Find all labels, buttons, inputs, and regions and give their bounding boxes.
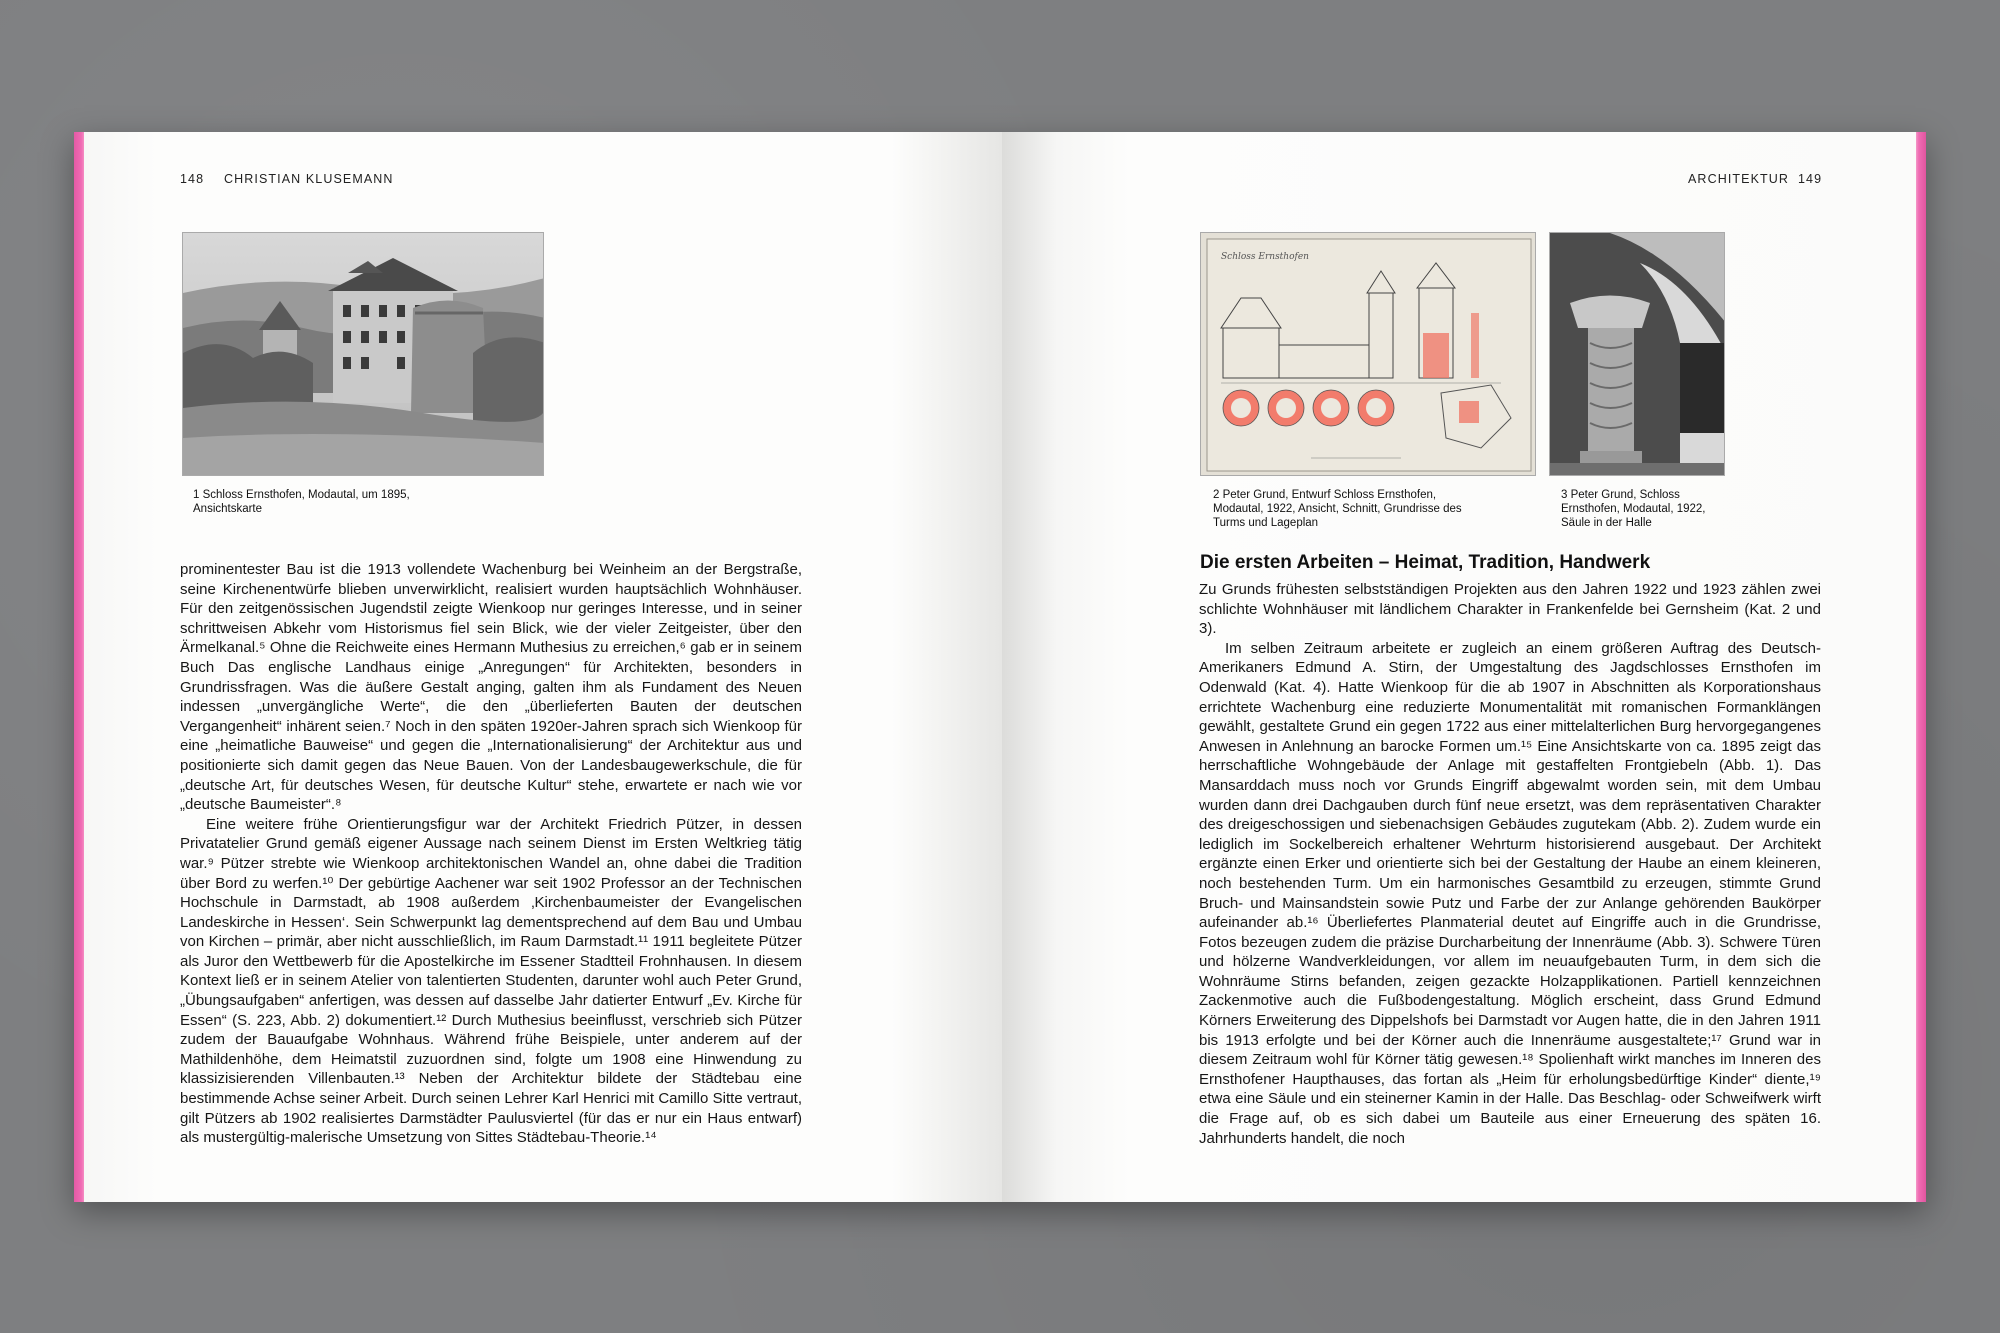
right-paragraph-1: Zu Grunds frühesten selbstständigen Projekten aus den Jahren 1922 und 1923 zählen zwei schlichte Wohnhäuser mit ländlichem Charakter in Frankenfelde bei Gernsheim (Kat. 2 und 3). <box>1199 581 1821 638</box>
figure-2-caption: 2 Peter Grund, Entwurf Schloss Ernsthofen, Modautal, 1922, Ansicht, Schnitt, Grundrisse des Turms und Lageplan <box>1213 489 1462 529</box>
right-folio: 149 <box>1798 172 1823 186</box>
figure-3-photo <box>1549 232 1725 476</box>
left-folio: 148 <box>180 172 205 186</box>
column-photo-graphic <box>1550 233 1725 476</box>
section-heading: Die ersten Arbeiten – Heimat, Tradition, Handwerk <box>1200 552 1651 573</box>
right-paragraph-2: Im selben Zeitraum arbeitete er zugleich an einem größeren Auftrag des Deutsch-Amerikaners Edmund A. Stirn, der Umgestaltung des Jagdschlosses Ernsthofen im Odenwald (Kat. 4). Hatte Wienkoop für die ab 1907 in Abschnitten als Korporationshaus errichtete Wachenburg eine reduzierte Monumentalität mit romanischen Formanklängen gewählt, gestaltete Grund ein gegen 1722 aus einer mittelalterlichen Burg hervorgegangenes Anwesen in Anlehnung an barocke Formen um.¹⁵ Eine Ansichtskarte von ca. 1895 zeigt das herrschaftliche Wohngebäude der Anlage mit gestaffelten Frontgiebeln (Abb. 1). Das Mansarddach muss noch vor Grunds Eingriff abgewalmt worden sein, mit dem Umbau wurden dann drei Dachgauben durch fünf neue ersetzt, was dem repräsentativen Charakter des dreigeschossigen und siebenachsigen Gebäudes zugutekam (Abb. 2). Zudem wurde ein lediglich im Sockelbereich erhaltener Wehrturm historisierend ausgebaut. Der Architekt ergänzte einen Erker und orientierte sich bei der Gestaltung der Haube an einem kleineren, noch bestehenden Turm. Um ein harmonisches Gesamtbild zu erzeugen, stimmte Grund Bruch- und Mainsandstein sowie Putz und Farbe der zur Anlange gehörenden Baukörper aufeinander ab.¹⁶ Überliefertes Planmaterial deutet auf Eingriffe auch in die Grundrisse, Fotos bezeugen zudem die präzise Durcharbeitung der Innenräume (Abb. 3). Schwere Türen und hölzerne Wandverkleidungen, vor allem im neuaufgebauten Turm, in dem sich die Wohnräume Stirns befanden, zeigen gezackte Holzapplikationen. Partiell kennzeichnen Zackenmotive auch die Fußbodengestaltung. Möglich erscheint, dass Grund Edmund Körners Erweiterung des Dippelshofs bei Darmstadt vor Augen hatte, die in den Jahren 1911 bis 1913 erfolgte und bei der Körner auch die Innenräume ausgestaltete;¹⁷ Grund war in diesem Zeitraum wohl für Körner tätig gewesen.¹⁸ Spolienhaft wirkt manches im Inneren des Ernsthofener Haupthauses, das fortan als „Heim für erholungsbedürftige Kinder“ diente,¹⁹ etwa eine Säule und ein steinerner Kamin in der Halle. Das Beschlag- oder Schweifwerk wirft die Frage auf, ob es sich dabei um Bauteile aus einer Erneuerung des späten 16. Jahrhunderts handelt, die noch <box>1199 639 1821 1147</box>
drawing-title: Schloss Ernsthofen <box>1221 252 1309 262</box>
right-body-text <box>1199 580 1821 1148</box>
left-body-text <box>180 560 802 1148</box>
figure-1-caption: 1 Schloss Ernsthofen, Modautal, um 1895, Ansichtskarte <box>193 489 410 515</box>
figure-3-caption: 3 Peter Grund, Schloss Ernsthofen, Modautal, 1922, Säule in der Halle <box>1561 489 1706 529</box>
right-running-head: ARCHITEKTUR <box>1688 172 1789 186</box>
left-paragraph-1: prominentester Bau ist die 1913 vollendete Wachenburg bei Weinheim an der Bergstraße, seine Kirchenentwürfe blieben unverwirklicht, realisiert wurden hauptsächlich Wohnhäuser. Für den zeitgenössischen Jugendstil zeigte Wienkoop nur geringes Interesse, und in seiner schrittweisen Abkehr vom Historismus fiel sein Blick, wie der vieler Zeitgeister, über den Ärmelkanal.⁵ Ohne die Reichweite eines Hermann Muthesius zu erreichen,⁶ gab er in seinem Buch Das englische Landhaus einige „Anregungen“ für Architekten, besonders in Grundrissfragen. Was die äußere Gestalt anging, galten ihm als Fundament des Neuen indessen „unvergängliche Werte“, die den „überlieferten Bauten der deutschen Vergangenheit“ inhärent seien.⁷ Noch in den späten 1920er-Jahren sprach sich Wienkoop für eine „heimatliche Bauweise“ und gegen die „Internationalisierung“ der Architektur aus und positionierte sich damit gegen das Neue Bauen. Von der Landesbaugewerkschule, die für „deutsche Art, für deutsches Wesen, für deutsche Kultur“ stehe, erwartete er nach wie vor „deutsche Baumeister“.⁸ <box>180 561 802 814</box>
castle-photo-graphic <box>183 233 544 476</box>
left-paragraph-2: Eine weitere frühe Orientierungsfigur war der Architekt Friedrich Pützer, in dessen Privatatelier Grund gemäß eigener Aussage nach seinem Dienst im Ersten Weltkrieg tätig war.⁹ Pützer strebte wie Wienkoop architektonischen Wandel an, ohne dabei die Tradition über Bord zu werfen.¹⁰ Der gebürtige Aachener war seit 1902 Professor an der Technischen Hochschule in Darmstadt, ab 1908 außerdem ‚Kirchenbaumeister der Evangelischen Landeskirche in Hessen‘. Sein Schwerpunkt lag dementsprechend auf dem Bau und Umbau von Kirchen – primär, aber nicht ausschließlich, im Raum Darmstadt.¹¹ 1911 begleitete Pützer als Juror den Wettbewerb für die Apostelkirche im Essener Stadtteil Frohnhausen. In diesem Kontext ließ er in seinem Atelier von talentierten Studenten, darunter wohl auch Peter Grund, „Übungsaufgaben“ anfertigen, was dessen auf dasselbe Jahr datierter Entwurf „Ev. Kirche für Essen“ (S. 223, Abb. 2) dokumentiert.¹² Durch Muthesius beeinflusst, verschrieb sich Pützer zudem der Bauaufgabe Wohnhaus. Während frühe Beispiele, unter anderem auf der Mathildenhöhe, dem Heimatstil zuzuordnen sind, folgte um 1908 eine Hinwendung zu klassizisierenden Villenbauten.¹³ Neben der Architektur bildete der Städtebau eine bestimmende Achse seiner Arbeit. Durch seinen Lehrer Karl Henrici mit Camillo Sitte vertraut, gilt Pützers ab 1902 realisiertes Darmstädter Paulusviertel (für das er nur ein Haus entwarf) als mustergültig-malerische Umsetzung von Sittes Städtebau-Theorie.¹⁴ <box>180 815 802 1147</box>
figure-1-photo <box>182 232 544 476</box>
left-running-head: CHRISTIAN KLUSEMANN <box>224 172 394 186</box>
architectural-drawing-graphic <box>1201 233 1536 476</box>
figure-2-drawing <box>1200 232 1536 476</box>
